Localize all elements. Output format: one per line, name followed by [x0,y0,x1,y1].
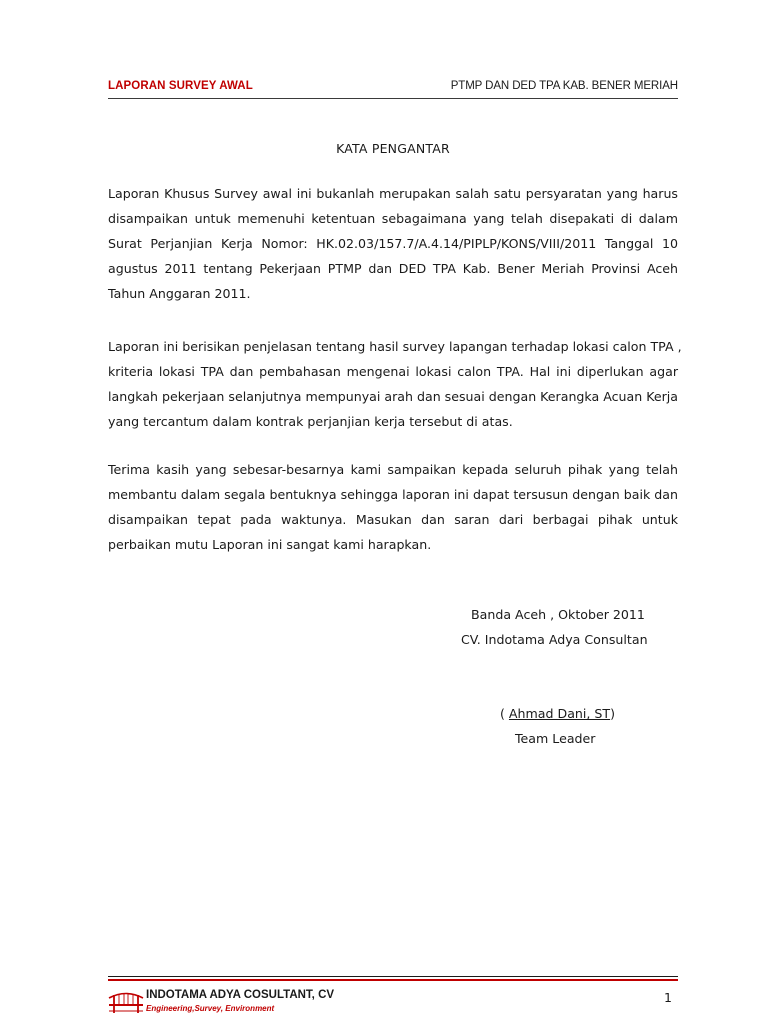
paragraph-line: kriteria lokasi TPA dan pembahasan mengenai lokasi calon TPA. Hal ini diperlukan agar [108,364,678,379]
header-divider [108,98,678,99]
signature-place-date: Banda Aceh , Oktober 2011 [471,607,645,622]
paragraph-line: Laporan Khusus Survey awal ini bukanlah merupakan salah satu persyaratan yang harus [108,186,678,201]
paragraph-line: disampaikan untuk memenuhi ketentuan sebagaimana yang telah disepakati di dalam [108,211,678,226]
footer-company-name: INDOTAMA ADYA COSULTANT, CV [146,989,335,1001]
signatory-close-paren: ) [610,706,616,721]
footer-divider [108,976,678,977]
paragraph-line: membantu dalam segala bentuknya sehingga laporan ini dapat tersusun dengan baik dan [108,487,678,502]
signatory-role: Team Leader [515,731,596,746]
footer-accent-divider [108,979,678,981]
page-number: 1 [664,990,672,1005]
signatory-open-paren: ( [500,706,509,721]
paragraph-line: langkah pekerjaan selanjutnya mempunyai arah dan sesuai dengan Kerangka Acuan Kerja [108,389,678,404]
page-header [108,80,678,100]
paragraph-thanks [108,457,678,557]
paragraph-line: Tahun Anggaran 2011. [108,286,251,301]
paragraph-intro [108,181,678,306]
paragraph-line: Terima kasih yang sebesar-besarnya kami sampaikan kepada seluruh pihak yang telah [108,462,678,477]
page-title: KATA PENGANTAR [336,141,450,156]
paragraph-line: Surat Perjanjian Kerja Nomor: HK.02.03/157.7/A.4.14/PIPLP/KONS/VIII/2011 Tanggal 10 [108,236,678,251]
signatory-name-text: Ahmad Dani, ST [508,706,611,721]
paragraph-line: disampaikan tepat pada waktunya. Masukan dan saran dari berbagai pihak untuk [108,512,678,527]
paragraph-line: agustus 2011 tentang Pekerjaan PTMP dan DED TPA Kab. Bener Meriah Provinsi Aceh [108,261,678,276]
paragraph-content [108,334,682,434]
report-type-label: LAPORAN SURVEY AWAL [108,80,253,92]
signature-company: CV. Indotama Adya Consultan [461,632,648,647]
project-title-label: PTMP DAN DED TPA KAB. BENER MERIAH [450,80,678,92]
footer-tagline: Engineering,Survey, Environment [146,1004,275,1013]
bridge-logo-icon [108,989,144,1015]
signatory-name [500,706,615,721]
paragraph-line: Laporan ini berisikan penjelasan tentang hasil survey lapangan terhadap lokasi calon TPA , [108,339,682,354]
paragraph-line: yang tercantum dalam kontrak perjanjian kerja tersebut di atas. [108,414,513,429]
paragraph-line: perbaikan mutu Laporan ini sangat kami harapkan. [108,537,432,552]
